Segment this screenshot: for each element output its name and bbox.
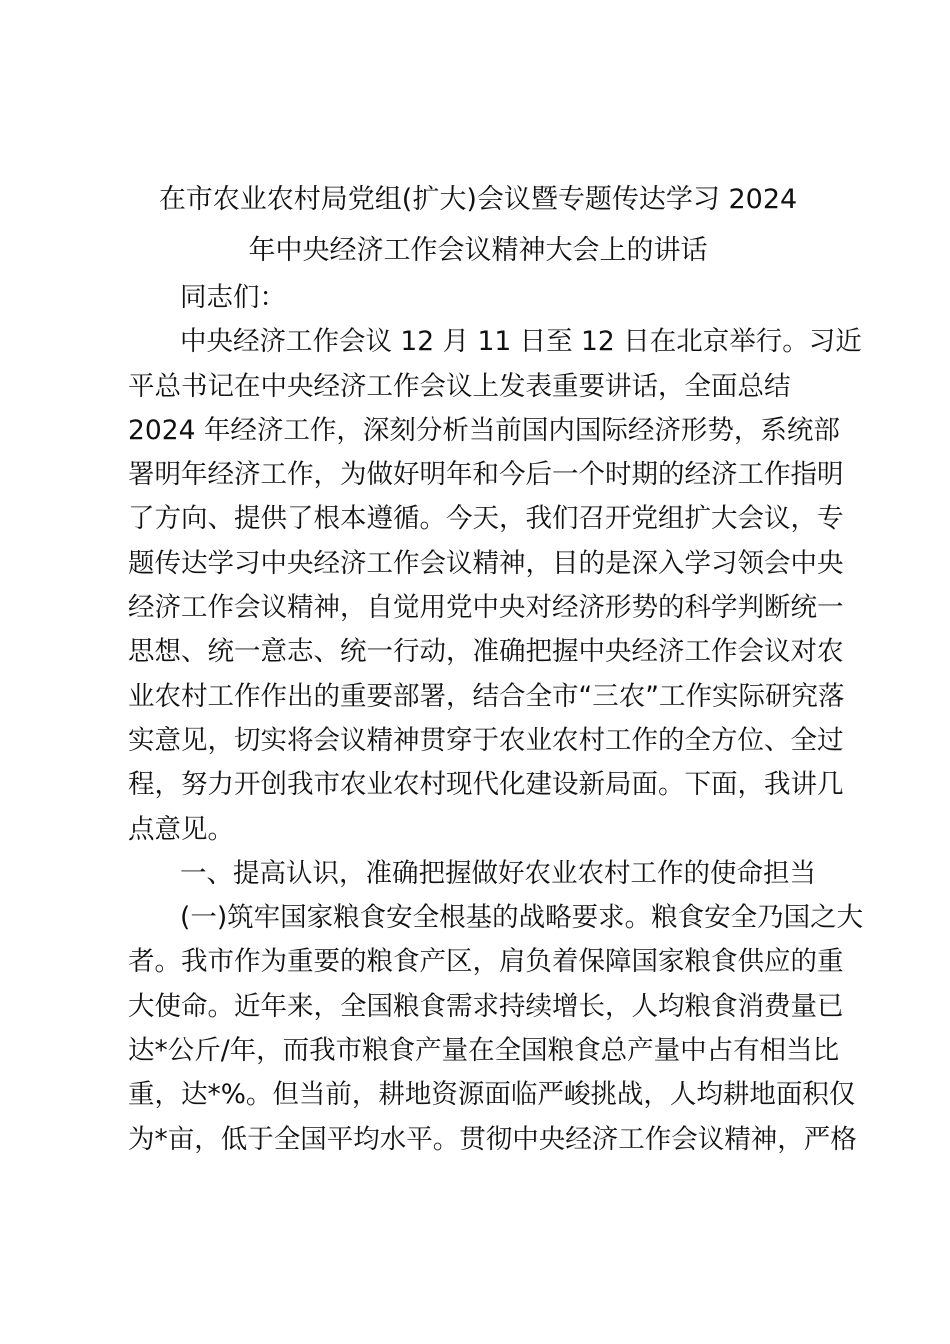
text-line: 达*公斤/年，而我市粮食产量在全国粮食总产量中占有相当比 — [128, 1035, 840, 1067]
text-line: 重，达*%。但当前，耕地资源面临严峻挑战，人均耕地面积仅 — [128, 1079, 856, 1111]
text-line: 程，努力开创我市农业农村现代化建设新局面。下面，我讲几 — [128, 769, 844, 801]
text-line: 为*亩，低于全国平均水平。贯彻中央经济工作会议精神，严格 — [128, 1123, 857, 1155]
title-line-2: 年中央经济工作会议精神大会上的讲话 — [248, 235, 708, 266]
text-line: 大使命。近年来，全国粮食需求持续增长，人均粮食消费量已 — [128, 990, 844, 1022]
salutation: 同志们： — [180, 282, 286, 313]
document-body — [128, 276, 864, 1162]
text-line: 署明年经济工作，为做好明年和今后一个时期的经济工作指明 — [128, 459, 844, 491]
section-heading: 一、提高认识，准确把握做好农业农村工作的使命担当 — [180, 857, 816, 889]
text-line: 平总书记在中央经济工作会议上发表重要讲话，全面总结 — [128, 370, 791, 402]
text-line: 者。我市作为重要的粮食产区，肩负着保障国家粮食供应的重 — [128, 946, 844, 978]
text-line: 点意见。 — [128, 813, 234, 845]
text-line: 题传达学习中央经济工作会议精神，目的是深入学习领会中央 — [128, 547, 844, 579]
text-line: 经济工作会议精神，自觉用党中央对经济形势的科学判断统一 — [128, 592, 844, 624]
text-line: 2024 年经济工作，深刻分析当前国内国际经济形势，系统部 — [128, 414, 840, 446]
text-line: (一)筑牢国家粮食安全根基的战略要求。粮食安全乃国之大 — [180, 902, 864, 934]
title-line-1: 在市农业农村局党组(扩大)会议暨专题传达学习 2024 — [158, 184, 798, 215]
text-line: 了方向、提供了根本遵循。今天，我们召开党组扩大会议，专 — [128, 503, 844, 535]
text-line: 中央经济工作会议 12 月 11 日至 12 日在北京举行。习近 — [180, 326, 862, 358]
text-line: 思想、统一意志、统一行动，准确把握中央经济工作会议对农 — [128, 636, 844, 668]
document-title — [128, 174, 828, 276]
text-line: 实意见，切实将会议精神贯穿于农业农村工作的全方位、全过 — [128, 724, 844, 756]
text-line: 业农村工作作出的重要部署，结合全市“三农”工作实际研究落 — [128, 680, 845, 712]
